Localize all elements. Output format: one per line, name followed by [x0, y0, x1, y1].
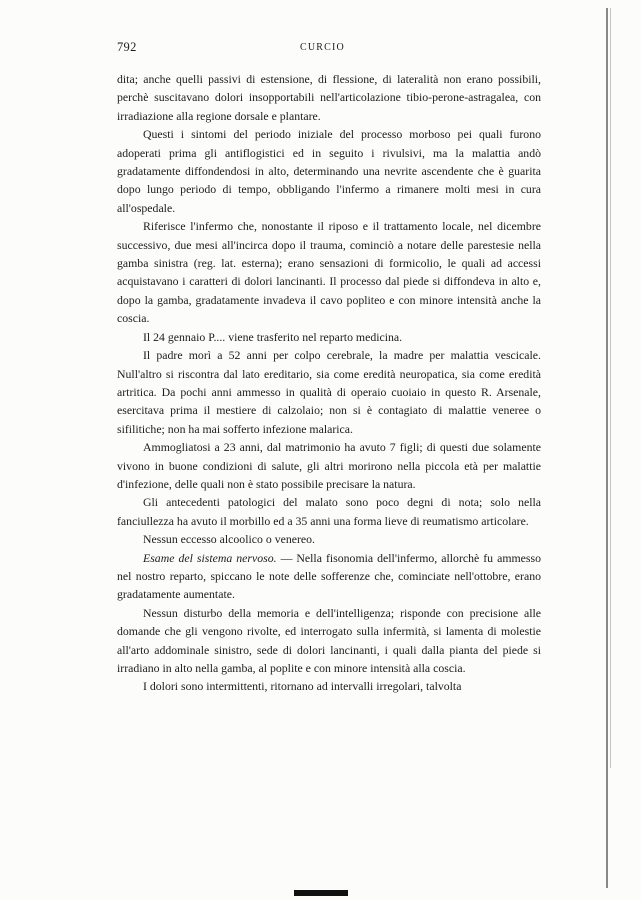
paragraph: Ammogliatosi a 23 anni, dal matrimonio ha avuto 7 figli; di questi due solamente vivono in buone condizioni di salute, gli altri morirono nella piccola età per malattie d'infezione, delle quali non è stato possibile precisare la natura. — [117, 440, 541, 491]
section-text: — Nella fisonomia dell'infermo, allorchè fu ammesso nel nostro reparto, spiccano le note delle sofferenze che, cominciate nell'ottobre, erano gradatamente aumentate. — [117, 550, 541, 602]
section-paragraph — [117, 549, 541, 604]
footer-bar — [294, 890, 348, 896]
paragraph: Riferisce l'infermo che, nonostante il riposo e il trattamento locale, nel dicembre successivo, due mesi all'incirca dopo il trauma, cominciò a notare delle parestesie nella gamba sinistra (reg. lat. esterna); erano sensazioni di formicolio, le quali ad accessi acquistavano i caratteri di dolori lancinanti. Il processo dal piede si diffondeva in alto e, dopo la gamba, gradatamente invadeva il cavo popliteo e con minore intensità anche la coscia. — [117, 219, 541, 326]
paragraph: I dolori sono intermittenti, ritornano ad intervalli irregolari, talvolta — [143, 679, 462, 694]
paragraph: Il padre morì a 52 anni per colpo cerebrale, la madre per malattia vescicale. Null'altro si riscontra dal lato ereditario, sia come eredità neuropatica, sia come eredità artritica. Da pochi anni ammesso in qualità di operaio cuoiaio in questo R. Arsenale, esercitava prima il mestiere di calzolaio; non si è contagiato di malattie veneree o sifilitiche; non ha mai sofferto infezione malarica. — [117, 348, 541, 436]
paragraph: Nessun eccesso alcoolico o venereo. — [143, 532, 315, 547]
paragraph: Il 24 gennaio P.... viene trasferito nel reparto medicina. — [143, 329, 403, 344]
running-head: CURCIO — [300, 42, 345, 53]
paragraph-continued: dita; anche quelli passivi di estensione, di flessione, di lateralità non erano possibili, perchè suscitavano dolori insopportabili nell'articolazione tibio-perone-astragalea, con irradiazione alla regione dorsale e plantare. — [117, 72, 541, 123]
paragraph: Nessun disturbo della memoria e dell'intelligenza; risponde con precisione alle domande che gli vengono rivolte, ed interrogato sulla infermità, si lamenta di molestie all'arto addominale sinistro, sede di dolori lancinanti, i quali dalla pianta del piede si irradiano in alto nella gamba, al poplite e con minore intensità alla coscia. — [117, 605, 541, 675]
body-text — [117, 70, 541, 696]
page-edge-shadow-inner — [610, 8, 611, 768]
section-title: Esame del sistema nervoso. — [143, 550, 277, 565]
page-edge-shadow — [606, 8, 608, 888]
page-number: 792 — [117, 40, 137, 54]
paragraph: Gli antecedenti patologici del malato sono poco degni di nota; solo nella fanciullezza ha avuto il morbillo ed a 35 anni una forma lieve di reumatismo articolare. — [117, 495, 541, 528]
paragraph: Questi i sintomi del periodo iniziale del processo morboso pei quali furono adoperati prima gli antiflogistici ed in seguito i rivulsivi, ma la malattia andò gradatamente diffondendosi in alto, determinando una nevrite ascendente che è guarita dopo lungo periodo di tempo, obbligando l'infermo a rimanere molti mesi in cura all'ospedale. — [117, 127, 541, 215]
